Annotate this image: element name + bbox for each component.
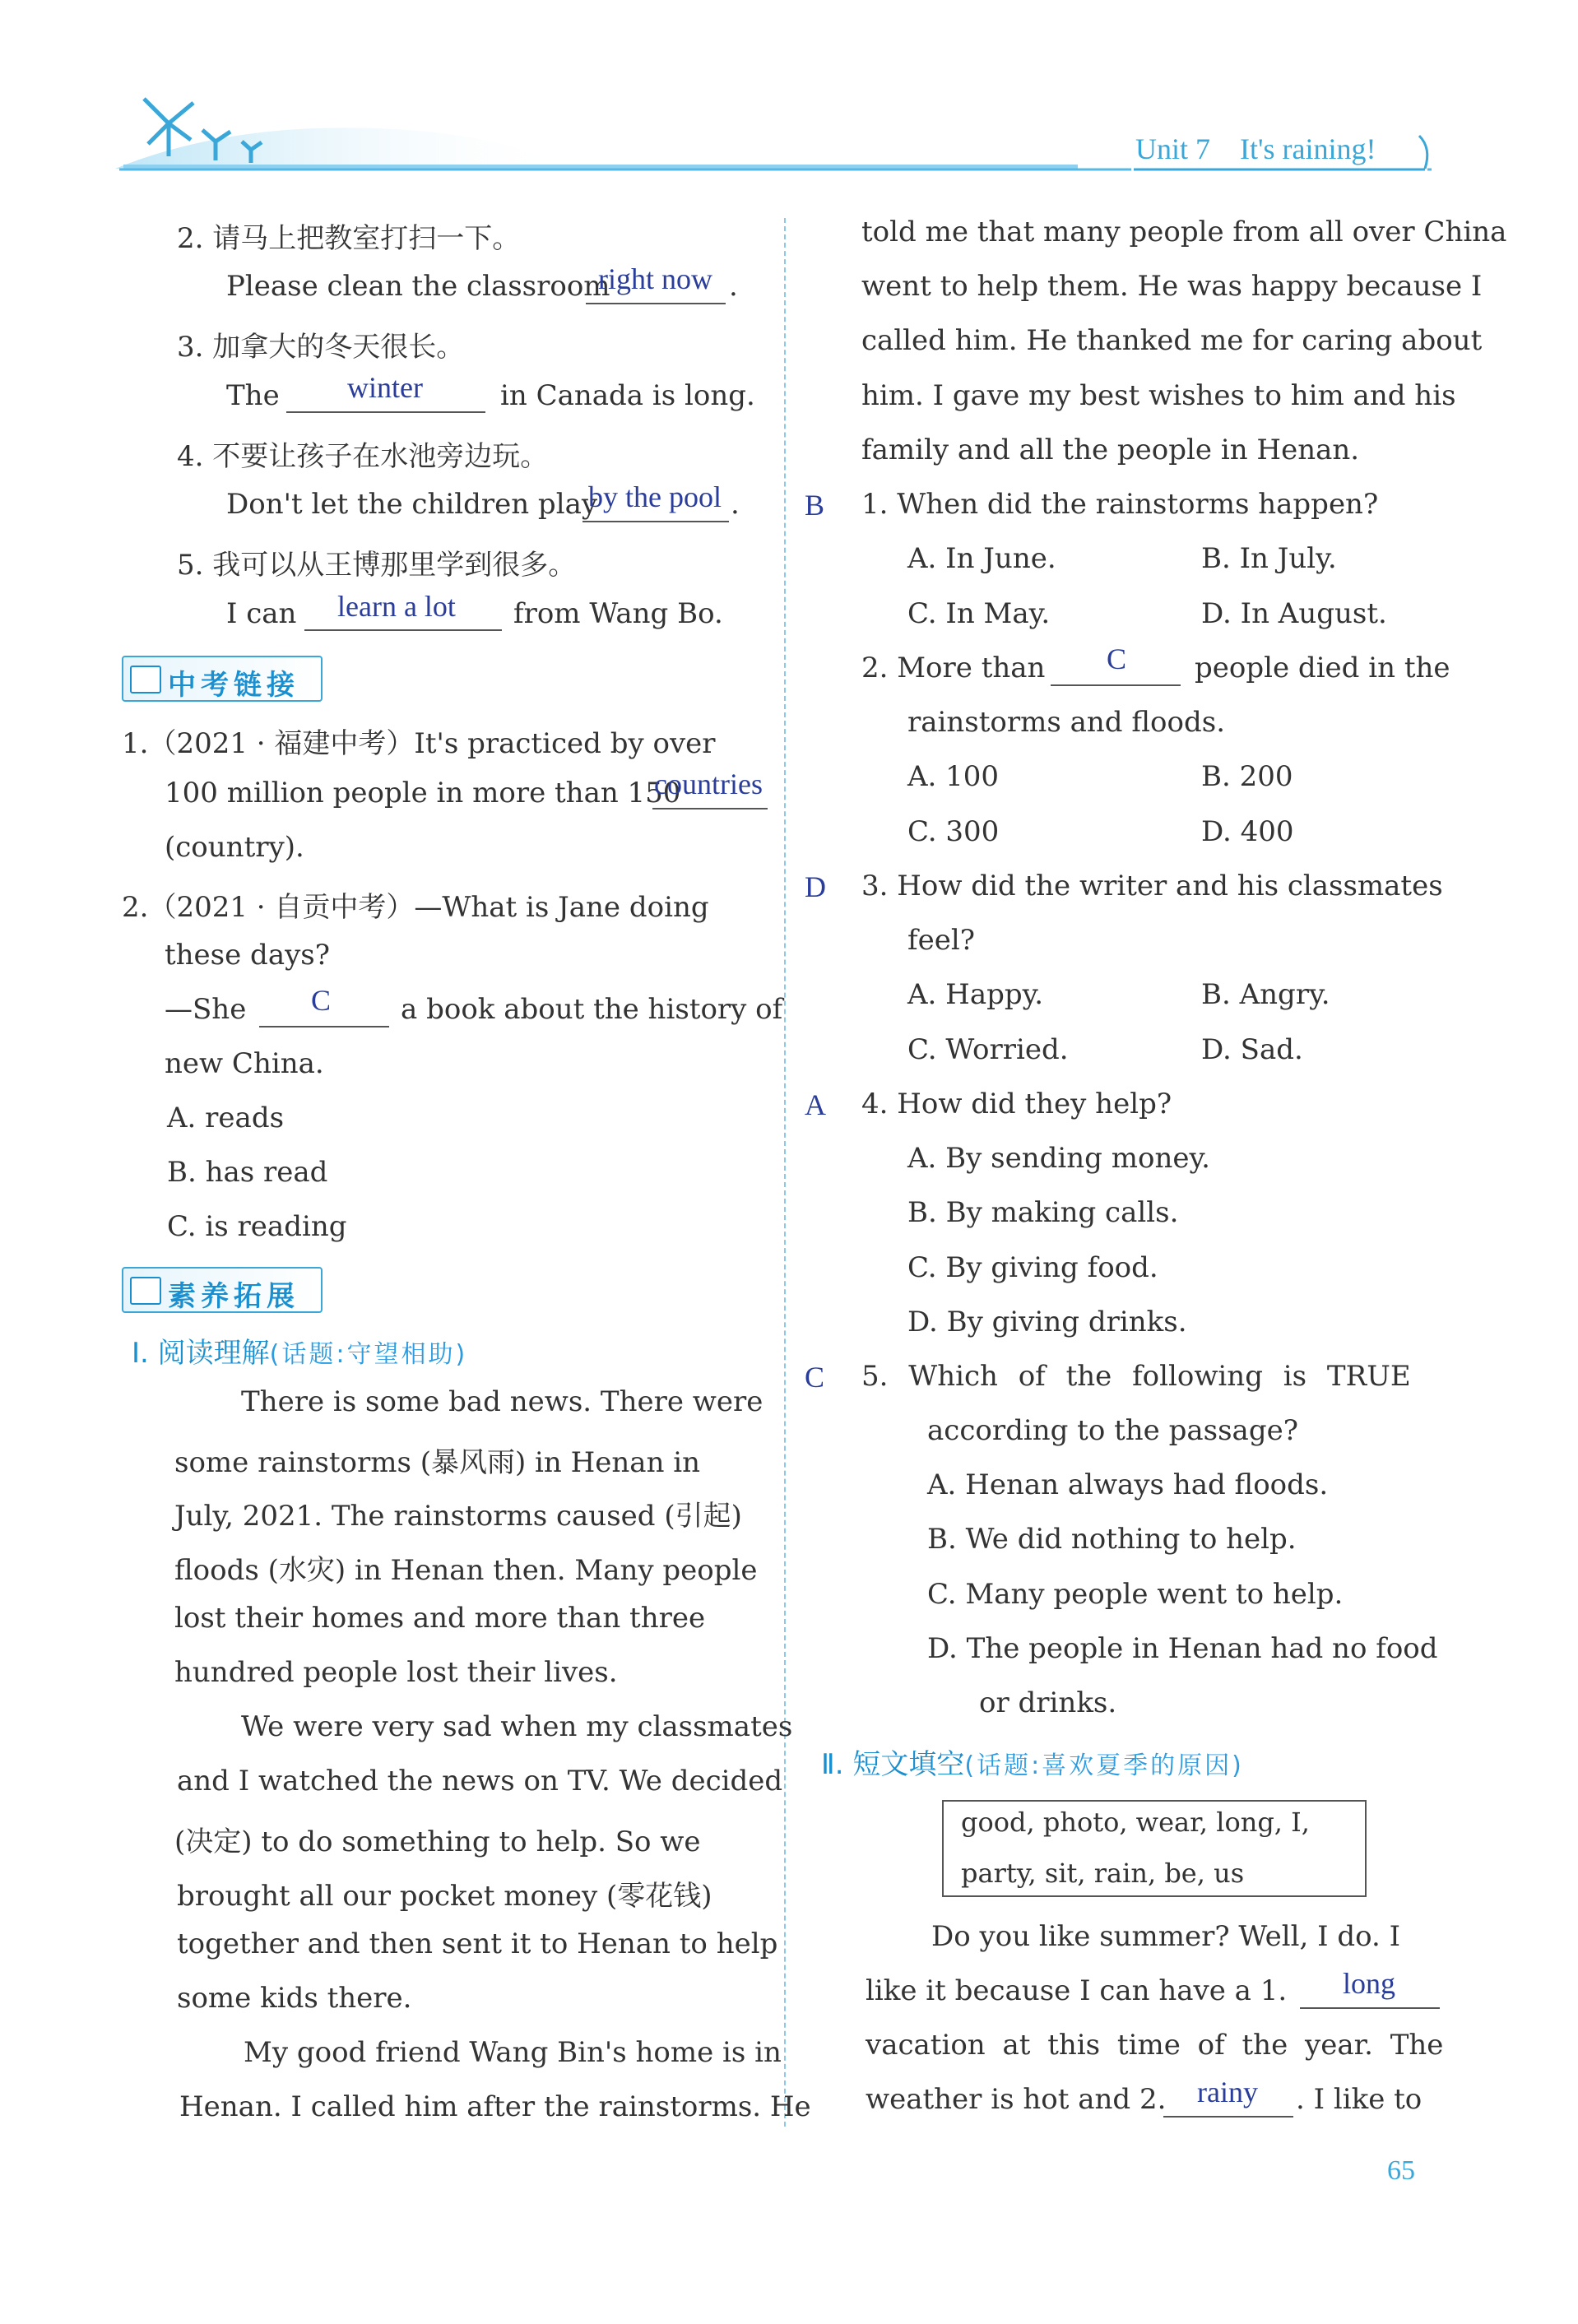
q3-blank (286, 411, 485, 413)
q3-answer: winter (347, 371, 423, 404)
q5-blank (304, 629, 502, 631)
q2-answer: right now (598, 262, 712, 295)
q4-en-pre: Don't let the children play (226, 488, 598, 521)
q2-en-pre: Please clean the classroom (226, 270, 610, 303)
q2-blank (586, 303, 726, 304)
book-icon (130, 1277, 161, 1305)
cloze-line2: like it because I can have a 1. (866, 1974, 1288, 2007)
q5-cn: 5. 我可以从王博那里学到很多。 (177, 549, 577, 582)
cloze-line1: Do you like summer? Well, I do. I (931, 1920, 1401, 1953)
rq5-answer: C (805, 1361, 825, 1394)
z2-option-a: A. reads (167, 1102, 285, 1134)
rq3-answer: D (805, 870, 826, 903)
rq1-answer: B (805, 489, 825, 522)
passage-line: some kids there. (177, 1982, 412, 2015)
q5-en-pre: I can (226, 597, 297, 630)
rq3-option-a: A. Happy. (907, 978, 1044, 1011)
passage-line: July, 2021. The rainstorms caused (引起) (174, 1500, 742, 1533)
rq1-option-d: D. In August. (1201, 597, 1387, 630)
rq4-option-d: D. By giving drinks. (907, 1306, 1187, 1338)
rq5-option-d2: or drinks. (979, 1686, 1117, 1719)
passage-line: Henan. I called him after the rainstorms. He (179, 2090, 811, 2123)
passage-line: lost their homes and more than three (174, 1602, 706, 1635)
z2-line2: these days? (165, 939, 330, 972)
z2-option-b: B. has read (167, 1156, 328, 1189)
rq5-line1: 5. Which of the following is TRUE (861, 1360, 1411, 1393)
cloze-blank-1 (1300, 2007, 1440, 2009)
rq3-line1: 3. How did the writer and his classmates (861, 870, 1443, 902)
rq4-option-c: C. By giving food. (907, 1251, 1158, 1284)
cloze-title: Ⅱ. 短文填空(话题:喜欢夏季的原因) (821, 1748, 1244, 1781)
z2-line4: new China. (165, 1047, 324, 1080)
section-suyang-label: 素养拓展 (122, 1267, 323, 1313)
word-box-line1: good, photo, wear, long, I, (961, 1807, 1310, 1838)
passage-line: brought all our pocket money (零花钱) (177, 1880, 712, 1913)
q3-en-post: in Canada is long. (500, 379, 755, 412)
rq2-line2: rainstorms and floods. (907, 706, 1226, 739)
page-number: 65 (1387, 2155, 1415, 2186)
z1-line2: 100 million people in more than 150 (165, 777, 681, 809)
cloze-topic: (话题:喜欢夏季的原因) (964, 1751, 1244, 1780)
q4-blank (582, 521, 729, 522)
passage-line: family and all the people in Henan. (861, 434, 1360, 466)
z1-answer: countries (654, 768, 763, 800)
rq4-option-b: B. By making calls. (907, 1196, 1179, 1229)
rq1-option-c: C. In May. (907, 597, 1051, 630)
passage-line: some rainstorms (暴风雨) in Henan in (174, 1446, 701, 1479)
passage-line: We were very sad when my classmates (241, 1710, 793, 1743)
passage-line: floods (水灾) in Henan then. Many people (174, 1554, 758, 1587)
rq2-pre: 2. More than (861, 652, 1046, 684)
cloze-line4-pre: weather is hot and 2. (866, 2083, 1167, 2116)
rq5-option-a: A. Henan always had floods. (927, 1468, 1329, 1501)
book-icon (130, 666, 161, 693)
rq2-option-a: A. 100 (907, 760, 1000, 793)
rq1-text: 1. When did the rainstorms happen? (861, 488, 1379, 521)
section-zhongkao-label: 中考链接 (122, 656, 323, 702)
z2-line3-post: a book about the history of (401, 993, 783, 1026)
unit-title: Unit 7 It's raining! (1135, 132, 1376, 165)
z2-option-c: C. is reading (167, 1210, 347, 1243)
passage-line: him. I gave my best wishes to him and his (861, 379, 1456, 412)
rq3-option-d: D. Sad. (1201, 1033, 1303, 1066)
z2-line1: 2.（2021 · 自贡中考）—What is Jane doing (122, 891, 709, 924)
rq2-post: people died in the (1195, 652, 1450, 684)
rq2-answer: C (1107, 642, 1127, 675)
rq2-option-b: B. 200 (1201, 760, 1293, 793)
passage-line: told me that many people from all over China (861, 216, 1507, 248)
passage-line: and I watched the news on TV. We decided (177, 1765, 783, 1798)
rq4-answer: A (805, 1088, 826, 1121)
rq2-blank (1051, 684, 1181, 686)
rq1-option-b: B. In July. (1201, 542, 1337, 575)
rq3-line2: feel? (907, 924, 975, 957)
cloze-line4-post: . I like to (1296, 2083, 1423, 2116)
reading-topic: (话题:守望相助) (269, 1340, 468, 1369)
rq5-option-c: C. Many people went to help. (927, 1578, 1344, 1611)
q4-cn: 4. 不要让孩子在水池旁边玩。 (177, 440, 549, 473)
z2-answer: C (311, 984, 332, 1017)
rq5-line2: according to the passage? (927, 1414, 1298, 1447)
z1-blank (652, 808, 768, 809)
word-box-line2: party, sit, rain, be, us (961, 1858, 1245, 1889)
rq2-option-c: C. 300 (907, 815, 1000, 848)
rq3-option-c: C. Worried. (907, 1033, 1069, 1066)
z1-line1: 1.（2021 · 福建中考）It's practiced by over (122, 727, 716, 760)
rq4-option-a: A. By sending money. (907, 1142, 1210, 1175)
q4-answer: by the pool (588, 480, 722, 513)
cloze-answer-2: rainy (1197, 2076, 1258, 2108)
passage-line: (决定) to do something to help. So we (174, 1825, 701, 1858)
cloze-line3: vacation at this time of the year. The (866, 2029, 1444, 2062)
rq5-option-b: B. We did nothing to help. (927, 1523, 1297, 1556)
cloze-blank-2 (1163, 2116, 1293, 2118)
passage-line: together and then sent it to Henan to help (177, 1927, 778, 1960)
z2-line3-pre: —She (165, 993, 247, 1026)
q2-cn: 2. 请马上把教室打扫一下。 (177, 222, 521, 255)
z1-line3: (country). (165, 831, 304, 864)
reading-title: Ⅰ. 阅读理解(话题:守望相助) (132, 1337, 468, 1370)
rq3-option-b: B. Angry. (1201, 978, 1330, 1011)
rq5-option-d1: D. The people in Henan had no food (927, 1632, 1438, 1665)
passage-line: My good friend Wang Bin's home is in (244, 2036, 782, 2069)
q3-cn: 3. 加拿大的冬天很长。 (177, 331, 465, 364)
rq2-option-d: D. 400 (1201, 815, 1294, 848)
rq1-option-a: A. In June. (907, 542, 1056, 575)
q2-en-post: . (729, 270, 738, 303)
column-divider (784, 218, 786, 2127)
passage-line: went to help them. He was happy because I (861, 270, 1483, 303)
z2-blank (259, 1026, 389, 1027)
passage-line: There is some bad news. There were (241, 1385, 763, 1418)
rq4-text: 4. How did they help? (861, 1088, 1172, 1120)
q5-answer: learn a lot (337, 590, 456, 623)
passage-line: hundred people lost their lives. (174, 1656, 618, 1689)
q5-en-post: from Wang Bo. (513, 597, 723, 630)
q3-en-pre: The (226, 379, 280, 412)
passage-line: called him. He thanked me for caring about (861, 324, 1483, 357)
cloze-answer-1: long (1343, 1967, 1396, 2000)
q4-en-post: . (731, 488, 740, 521)
